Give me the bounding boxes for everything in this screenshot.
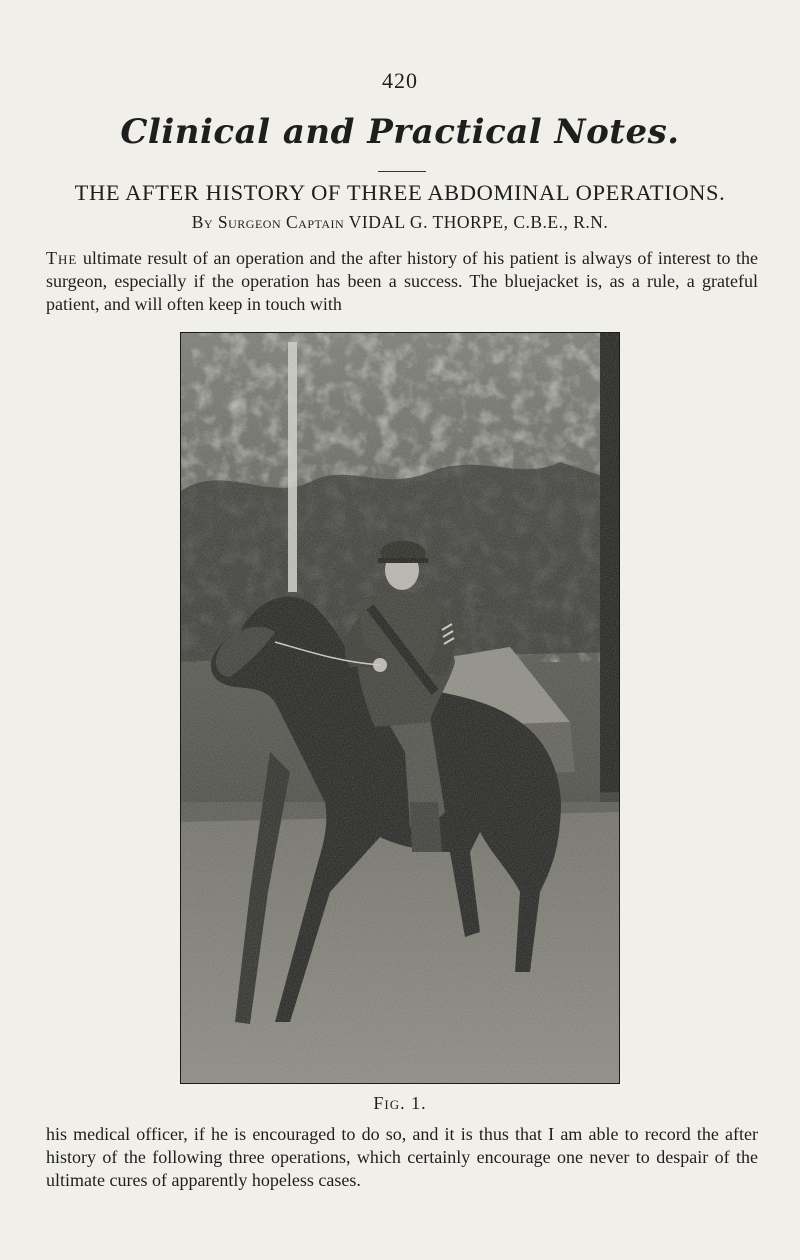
section-heading: Clinical and Practical Notes. (120, 112, 680, 152)
byline: By Surgeon Captain VIDAL G. THORPE, C.B.E., R.N. (191, 212, 609, 232)
heading-rule (378, 171, 426, 172)
page-number: 420 (382, 68, 418, 93)
figure-photograph (180, 332, 620, 1084)
paragraph-1 (46, 247, 758, 316)
paragraph-2: his medical officer, if he is encouraged to do so, and it is thus that I am able to record the after history of the following three operations, which certainly encourage one never to despair of the ultimate cures of apparently hopeless cases. (46, 1124, 758, 1190)
article-title: THE AFTER HISTORY OF THREE ABDOMINAL OPERATIONS. (74, 180, 726, 205)
figure-caption: Fig. 1. (373, 1093, 427, 1113)
paragraph-1-lead: The (46, 248, 78, 268)
photo-mounted-soldier (180, 332, 620, 1084)
paragraph-1-text: ultimate result of an operation and the after history of his patient is always of interest to the surgeon, especially if the operation has been a success. The bluejacket is, as a rule, a grateful patient, and will often keep in touch with (46, 248, 758, 314)
